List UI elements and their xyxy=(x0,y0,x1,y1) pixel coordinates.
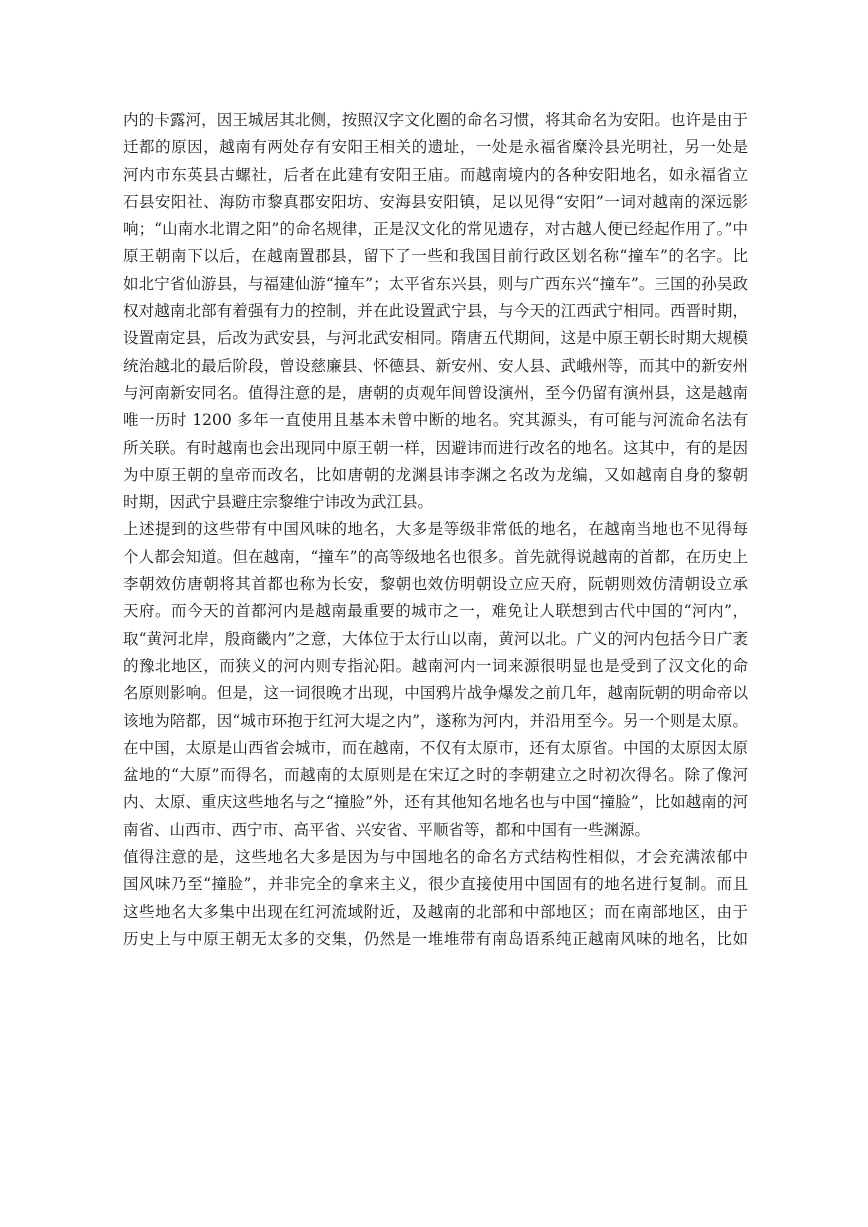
text-line: 名原则影响。但是，这一词很晚才出现，中国鸦片战争爆发之前几年，越南阮朝的明命帝以 xyxy=(123,684,748,703)
text-line: 唯一历时 1200 多年一直使用且基本未曾中断的地名。究其源头，有可能与河流命名法有 xyxy=(123,411,748,430)
text-line: 设置南定县，后改为武安县，与河北武安相同。隋唐五代期间，这是中原王朝长时期大规模 xyxy=(123,329,748,348)
text-line: 南省、山西市、西宁市、高平省、兴安省、平顺省等，都和中国有一些渊源。 xyxy=(123,820,651,839)
text-line: 内、太原、重庆这些地名与之“撞脸”外，还有其他知名地名也与中国“撞脸”，比如越南的河 xyxy=(123,793,748,812)
text-line: 迁都的原因，越南有两处存有安阳王相关的遗址，一处是永福省糜泠县光明社，另一处是 xyxy=(123,138,748,157)
text-line: 盆地的“大原”而得名，而越南的太原则是在宋辽之时的李朝建立之时初次得名。除了像河 xyxy=(123,766,748,785)
text-line: 内的卡露河，因王城居其北侧，按照汉字文化圈的命名习惯，将其命名为安阳。也许是由于 xyxy=(123,111,748,129)
text-line: 河内市东英县古螺社，后者在此建有安阳王庙。而越南境内的各种安阳地名，如永福省立 xyxy=(123,165,748,184)
text-line: 李朝效仿唐朝将其首都也称为长安，黎朝也效仿明朝设立应天府，阮朝则效仿清朝设立承 xyxy=(123,575,748,594)
text-line: 取“黄河北岸，殷商畿内”之意，大体位于太行山以南，黄河以北。广义的河内包括今日广袤 xyxy=(123,629,748,648)
document-page xyxy=(123,107,748,953)
paragraph xyxy=(123,516,748,844)
text-line: 上述提到的这些带有中国风味的地名，大多是等级非常低的地名，在越南当地也不见得每 xyxy=(123,520,748,539)
text-line: 值得注意的是，这些地名大多是因为与中国地名的命名方式结构性相似，才会充满浓郁中 xyxy=(123,848,748,867)
text-line: 统治越北的最后阶段，曾设慈廉县、怀德县、新安州、安人县、武峨州等，而其中的新安州 xyxy=(123,356,748,375)
text-line: 的豫北地区，而狭义的河内则专指沁阳。越南河内一词来源很明显也是受到了汉文化的命 xyxy=(123,656,748,675)
text-line: 所关联。有时越南也会出现同中原王朝一样，因避讳而进行改名的地名。这其中，有的是因 xyxy=(123,438,748,457)
text-line: 如北宁省仙游县，与福建仙游“撞车”；太平省东兴县，则与广西东兴“撞车”。三国的孙吴政 xyxy=(123,274,748,293)
text-line: 权对越南北部有着强有力的控制，并在此设置武宁县，与今天的江西武宁相同。西晋时期， xyxy=(123,302,748,321)
text-line: 石县安阳社、海防市黎真郡安阳坊、安海县安阳镇，足以见得“安阳”一词对越南的深远影 xyxy=(123,192,748,211)
text-line: 天府。而今天的首都河内是越南最重要的城市之一，难免让人联想到古代中国的“河内”， xyxy=(123,602,748,621)
text-line: 时期，因武宁县避庄宗黎维宁讳改为武江县。 xyxy=(123,493,434,512)
paragraph xyxy=(123,107,748,516)
text-line: 为中原王朝的皇帝而改名，比如唐朝的龙渊县讳李渊之名改为龙编，又如越南自身的黎朝 xyxy=(123,465,748,484)
text-line: 国风味乃至“撞脸”，并非完全的拿来主义，很少直接使用中国固有的地名进行复制。而且 xyxy=(123,875,748,894)
text-line: 这些地名大多集中出现在红河流域附近，及越南的北部和中部地区；而在南部地区，由于 xyxy=(123,902,748,921)
text-line: 历史上与中原王朝无太多的交集，仍然是一堆堆带有南岛语系纯正越南风味的地名，比如 xyxy=(123,929,748,948)
text-line: 该地为陪都，因“城市环抱于红河大堤之内”，遂称为河内，并沿用至今。另一个则是太原。 xyxy=(123,711,748,730)
text-line: 在中国，太原是山西省会城市，而在越南，不仅有太原市，还有太原省。中国的太原因太原 xyxy=(123,738,748,757)
text-line: 与河南新安同名。值得注意的是，唐朝的贞观年间曾设演州，至今仍留有演州县，这是越南 xyxy=(123,383,748,402)
text-line: 原王朝南下以后，在越南置郡县，留下了一些和我国目前行政区划名称“撞车”的名字。比 xyxy=(123,247,748,266)
text-line: 个人都会知道。但在越南，“撞车”的高等级地名也很多。首先就得说越南的首都，在历史上 xyxy=(123,547,748,566)
text-line: 响；“山南水北谓之阳”的命名规律，正是汉文化的常见遗存，对古越人便已经起作用了。”中 xyxy=(123,220,748,239)
paragraph xyxy=(123,844,748,953)
